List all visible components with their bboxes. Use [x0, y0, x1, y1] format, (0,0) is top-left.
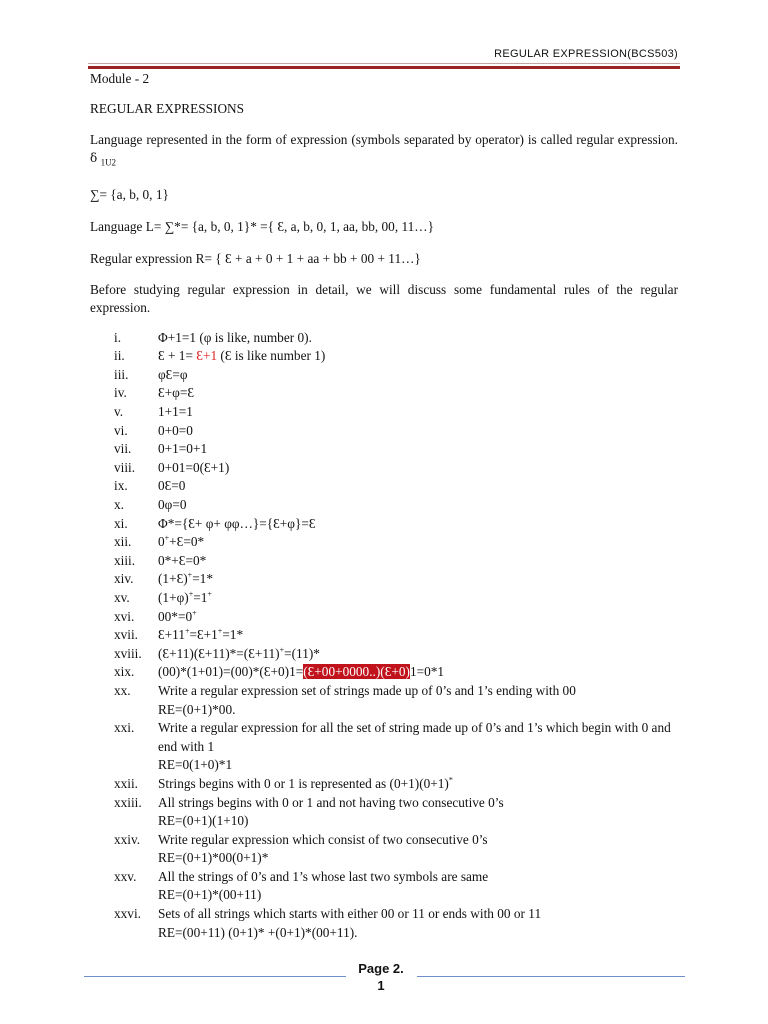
rule-number: xvii. — [114, 627, 139, 643]
rule-number: x. — [114, 497, 124, 512]
rule-statement: Φ*={Ɛ+ φ+ φφ…}={Ɛ+φ}=Ɛ — [158, 515, 316, 531]
rule-highlight: (Ɛ+00+0000..)(Ɛ+0) — [303, 664, 410, 680]
rule-text — [158, 719, 678, 756]
rule-number: iv. — [114, 385, 127, 401]
rule-part: =Ɛ+1 — [189, 627, 218, 643]
rule-item — [90, 459, 678, 478]
rule-item — [90, 552, 678, 571]
rule-number: ix. — [114, 478, 128, 494]
rule-item — [90, 626, 678, 645]
rule-text — [158, 589, 678, 608]
rule-statement: 0+1=0+1 — [158, 441, 208, 457]
rule-number: vii. — [114, 441, 132, 457]
rule-part: 0 — [158, 534, 165, 550]
rule-item — [90, 645, 678, 664]
rule-statement: Write regular expression which consist of two consecutive 0’s — [158, 831, 488, 847]
rule-text — [158, 515, 678, 534]
rule-statement: 0+01=0(Ɛ+1) — [158, 459, 230, 475]
regex-line: Regular expression R= { Ɛ + a + 0 + 1 + aa + bb + 00 + 11…} — [90, 250, 421, 266]
rule-statement: Write a regular expression set of strings made up of 0’s and 1’s ending with 00 — [158, 682, 576, 698]
rule-text — [158, 905, 678, 924]
rule-statement: Write a regular expression for all the set of string made up of 0’s and 1’s which begin with 0 and end with 1 — [158, 720, 671, 754]
intro-mark-sub: 1U2 — [100, 157, 117, 168]
rule-text — [158, 496, 678, 515]
rule-item — [90, 496, 678, 515]
rule-statement: 0+0=0 — [158, 422, 193, 438]
rule-number: iii. — [114, 366, 129, 382]
alphabet-line: ∑= {a, b, 0, 1} — [90, 186, 169, 202]
rule-superscript: + — [188, 589, 194, 599]
rule-part: =1* — [222, 627, 244, 643]
rule-part: (Ɛ+11)(Ɛ+11)*=(Ɛ+11) — [158, 645, 280, 661]
rule-superscript: + — [207, 589, 212, 599]
rule-item — [90, 608, 678, 627]
rule-answer: RE=(00+11) (0+1)* +(0+1)*(00+11). — [158, 924, 358, 940]
rule-statement: 1+1=1 — [158, 404, 193, 420]
rule-superscript: + — [184, 626, 190, 636]
rule-statement: Sets of all strings which starts with either 00 or 11 or ends with 00 or 11 — [158, 906, 542, 922]
rule-number: xii. — [114, 534, 132, 550]
rule-superscript: + — [192, 608, 197, 618]
rule-text — [158, 645, 678, 664]
rule-text — [158, 422, 678, 441]
rule-number: xv. — [114, 589, 130, 605]
rule-item — [90, 515, 678, 534]
rule-text — [158, 477, 678, 496]
intro-text: Language represented in the form of expression (symbols separated by operator) is called regular expression. — [90, 132, 678, 147]
rule-number: xxiii. — [114, 794, 142, 810]
rule-text — [158, 794, 678, 813]
rule-part: Ɛ+11 — [158, 627, 185, 643]
page-sub: 1 — [377, 978, 385, 993]
footer-rule-left — [84, 976, 346, 977]
rule-text — [158, 868, 678, 887]
rule-number: xxi. — [114, 720, 135, 736]
rule-text — [158, 831, 678, 850]
rule-statement: 0φ=0 — [158, 497, 187, 512]
rule-part: =(11)* — [284, 645, 320, 661]
rule-text — [158, 552, 678, 571]
rule-item — [90, 533, 678, 552]
rule-item — [90, 682, 678, 719]
rule-answer: RE=(0+1)(1+10) — [158, 813, 249, 829]
intro-mark: δ — [90, 151, 98, 165]
rule-red-part: Ɛ+1 — [196, 348, 218, 364]
rule-part: Ɛ + 1= — [158, 348, 197, 364]
rule-text — [158, 440, 678, 459]
intro-paragraph — [90, 131, 678, 172]
rule-item — [90, 384, 678, 403]
rule-statement: All strings begins with 0 or 1 and not having two consecutive 0’s — [158, 794, 504, 810]
header-rule-thick — [88, 66, 680, 69]
rule-text — [158, 626, 678, 645]
rule-number: ii. — [114, 348, 125, 364]
rule-text — [158, 570, 678, 589]
rule-answer: RE=0(1+0)*1 — [158, 757, 233, 773]
rule-item — [90, 719, 678, 775]
rule-part: +Ɛ=0* — [169, 534, 205, 550]
module-label: Module - 2 — [90, 71, 150, 86]
rule-statement: Ɛ+φ=Ɛ — [158, 385, 194, 401]
rule-text — [158, 329, 678, 348]
section-title: REGULAR EXPRESSIONS — [90, 101, 245, 116]
rule-item — [90, 831, 678, 868]
rule-part: 00*=0 — [158, 608, 193, 624]
rule-text — [158, 663, 678, 682]
rule-item — [90, 403, 678, 422]
rule-number: viii. — [114, 459, 136, 475]
rule-text — [158, 533, 678, 552]
rule-item — [90, 366, 678, 385]
rule-number: xix. — [114, 664, 135, 680]
rule-number: xx. — [114, 682, 131, 698]
rule-text — [158, 775, 678, 794]
rule-number: vi. — [114, 422, 128, 438]
rules-list — [90, 329, 678, 943]
rule-text — [158, 347, 678, 366]
rule-item — [90, 663, 678, 682]
rule-part: (00)*(1+01)=(00)*(Ɛ+0)1= — [158, 664, 304, 680]
rule-number: i. — [114, 329, 122, 345]
rule-part: (1+Ɛ) — [158, 571, 188, 587]
rule-text — [158, 608, 678, 627]
rule-number: xi. — [114, 515, 128, 531]
rule-part: (1+φ) — [158, 589, 189, 605]
rule-item — [90, 589, 678, 608]
rule-statement: 0Ɛ=0 — [158, 478, 186, 494]
footer-rule-right — [417, 976, 685, 977]
rule-number: v. — [114, 404, 124, 420]
rule-number: xxvi. — [114, 906, 141, 922]
rule-item — [90, 440, 678, 459]
rule-text — [158, 459, 678, 478]
rule-item — [90, 570, 678, 589]
rule-item — [90, 905, 678, 942]
rule-item — [90, 329, 678, 348]
rule-answer: RE=(0+1)*(00+11) — [158, 887, 262, 903]
rule-superscript: + — [217, 626, 223, 636]
rule-number: xxiv. — [114, 831, 141, 847]
before-paragraph: Before studying regular expression in detail, we will discuss some fundamental rules of the regular expression. — [90, 281, 678, 315]
rule-item — [90, 477, 678, 496]
rule-text — [158, 366, 678, 385]
rule-number: xxv. — [114, 868, 137, 884]
header-rule-thin — [88, 63, 680, 64]
running-header: REGULAR EXPRESSION(BCS503) — [494, 48, 678, 60]
language-line: Language L= ∑*= {a, b, 0, 1}* ={ Ɛ, a, b, 0, 1, aa, bb, 00, 11…} — [90, 218, 434, 234]
rule-number: xxii. — [114, 775, 139, 791]
page-content — [90, 70, 678, 942]
rule-item — [90, 775, 678, 794]
rule-item — [90, 868, 678, 905]
rule-answer: RE=(0+1)*00. — [158, 701, 236, 717]
rule-item — [90, 422, 678, 441]
rule-answer: RE=(0+1)*00(0+1)* — [158, 850, 269, 866]
rule-statement: φƐ=φ — [158, 366, 188, 382]
rule-part: =1* — [192, 571, 213, 587]
rule-superscript: + — [279, 645, 285, 655]
rule-statement: Φ+1=1 (φ is like, number 0). — [158, 329, 312, 345]
rule-part: =1 — [193, 589, 208, 605]
rule-number: xiv. — [114, 571, 134, 587]
rule-superscript: * — [448, 775, 453, 785]
page-label: Page 2. — [358, 961, 404, 976]
rule-part: (Ɛ is like number 1) — [217, 348, 326, 364]
rule-statement: 0*+Ɛ=0* — [158, 552, 207, 568]
rule-item — [90, 794, 678, 831]
rule-number: xiii. — [114, 552, 136, 568]
page-number — [346, 960, 416, 994]
rule-statement: All the strings of 0’s and 1’s whose last two symbols are same — [158, 868, 489, 884]
rule-part: 1=0*1 — [409, 664, 445, 680]
rule-superscript: + — [187, 570, 193, 580]
rule-part: Strings begins with 0 or 1 is represented as (0+1)(0+1) — [158, 775, 449, 791]
rule-superscript: + — [164, 533, 170, 543]
rule-number: xvi. — [114, 608, 135, 624]
rule-item — [90, 347, 678, 366]
rule-number: xviii. — [114, 645, 142, 661]
rule-text — [158, 682, 678, 701]
rule-text — [158, 384, 678, 403]
rule-text — [158, 403, 678, 422]
